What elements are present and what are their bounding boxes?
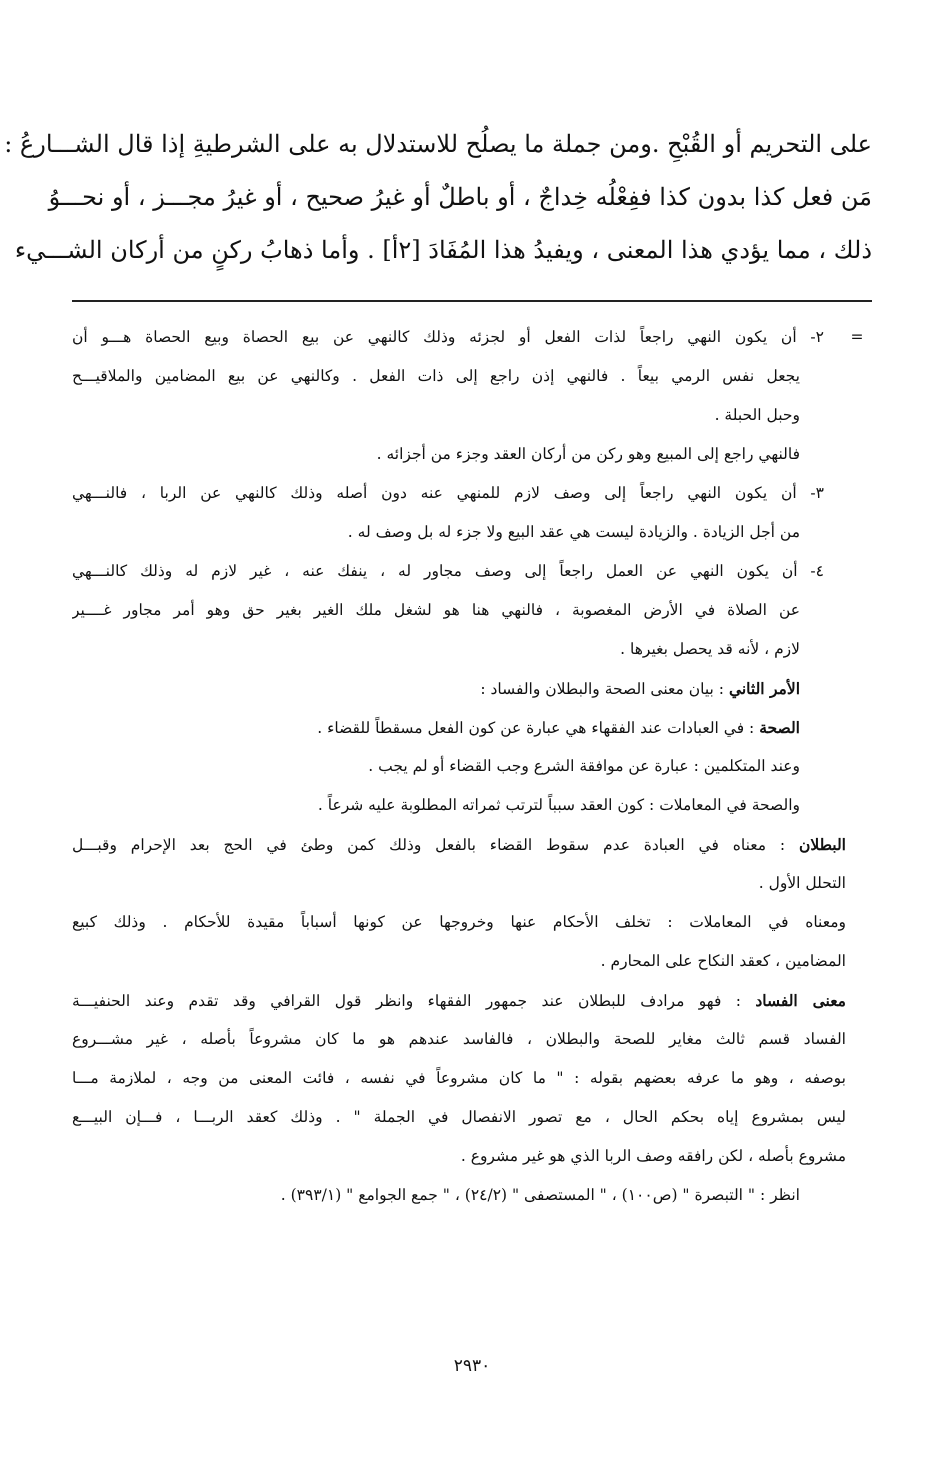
main-text-line-3: ذلك ، مما يؤدي هذا المعنى ، ويفيدُ هذا المُفَادَ [٢أ] . وأما ذهابُ ركنٍ من أركان الشـــيء [14, 236, 872, 264]
second-matter-label: الأمر الثاني [728, 679, 800, 698]
references-line: انظر : " التبصرة " (ص١٠٠) ، " المستصفى " (٢٤/٢) ، " جمع الجوامع " (٣٩٣/١) . [280, 1186, 800, 1204]
fasad-text: : فهو مرادف للبطلان عند جمهور الفقهاء وانظر قول القرافي وقد تقدم وعند الحنفيـــة [72, 992, 741, 1010]
sihha-line [72, 708, 872, 747]
second-matter-line [72, 669, 872, 708]
footnote-separator-line [72, 300, 872, 302]
footnote-line: عن الصلاة في الأرض المغصوبة ، فالنهي هنا هو لشغل ملك الغير بغير حق وهو أمر مجاور غــــير [72, 601, 800, 619]
butlan-muamalat-line: ومعناه في المعاملات : تخلف الأحكام عنها وخروجها عن كونها أسباباً مقيدة للأحكام . وذلك كبيع [72, 913, 846, 931]
footnote-line: ٤- أن يكون النهي عن العمل راجعاً إلى وصف مجاور له ، ينفك عنه ، غير لازم له وذلك كالنـــهي [72, 562, 824, 580]
fasad-label: معنى الفساد [755, 991, 846, 1010]
main-text-line-2: مَن فعل كذا بدون كذا ففِعْلُه خِداجٌ ، أو باطلٌ أو غيرُ صحيح ، أو غيرُ مجـــز ، أو نحـــوُ [48, 183, 872, 211]
fasad-line [72, 981, 872, 1020]
butlan-label: البطلان [798, 835, 846, 854]
fasad-line: الفساد قسم ثالث مغاير للصحة والبطلان ، فالفاسد عندهم هو ما كان مشروعاً بأصله ، غير مشـــروع [72, 1030, 846, 1048]
footnotes-block [72, 318, 872, 1215]
sihha-label: الصحة [759, 718, 800, 737]
fasad-line: ليس بمشروع إياه بحكم الحال ، مع تصور الانفصال في الجملة " . وذلك كعقد الربـــا ، فـــإن البيـــع [72, 1108, 846, 1126]
fasad-line: بوصفه ، وهو ما عرفه بعضهم بقوله : " ما كان مشروعاً في نفسه ، فائت المعنى من وجه ، لملازمة مـــا [72, 1069, 846, 1087]
butlan-text: : معناه في العبادة عدم سقوط القضاء بالفعل وذلك كمن وطئ في الحج بعد الإحرام وقبـــل [72, 836, 786, 854]
page-number: ٢٩٣٠ [453, 1356, 491, 1376]
sihha-text: : في العبادات عند الفقهاء هي عبارة عن كون الفعل مسقطاً للقضاء . [317, 719, 755, 737]
footnote-line: من أجل الزيادة . والزيادة ليست هي عقد البيع ولا جزء له بل وصف له . [347, 523, 800, 541]
footnote-line: ٣- أن يكون النهي راجعاً إلى وصف لازم للمنهي عنه دون أصله وذلك كالنهي عن الربا ، فالنـــهي [72, 484, 824, 502]
footnote-line: يجعل نفس الرمي بيعاً . فالنهي إذن راجع إلى ذات الفعل . وكالنهي عن بيع المضامين والملاقيـــح [72, 367, 800, 385]
continuation-marker: = [850, 328, 864, 346]
mutakallimin-line: وعند المتكلمين : عبارة عن موافقة الشرع وجب القضاء أو لم يجب . [368, 757, 800, 775]
footnote-line: ٢- أن يكون النهي راجعاً لذات الفعل أو لجزئه وذلك كالنهي عن بيع الحصاة وبيع الحصاة هـــو أن [72, 328, 824, 346]
fasad-line: مشروع بأصله ، لكن رافقه وصف الربا الذي هو غير مشروع . [460, 1147, 846, 1165]
muamalat-line: والصحة في المعاملات : كون العقد سبباً لترتب ثمراته المطلوبة عليه شرعاً . [317, 796, 800, 814]
butlan-line [72, 825, 872, 864]
butlan-muamalat-continuation: المضامين ، كعقد النكاح على المحارم . [600, 952, 846, 970]
footnote-line: فالنهي راجع إلى المبيع وهو ركن من أركان العقد وجزء من أجزائه . [376, 445, 800, 463]
footnote-line: لازم ، لأنه قد يحصل بغيرها . [620, 640, 800, 658]
second-matter-text: : بيان معنى الصحة والبطلان والفساد : [480, 680, 724, 698]
butlan-continuation: التحلل الأول . [758, 874, 846, 892]
footnote-line: وحبل الحبلة . [714, 406, 800, 424]
main-text-block [4, 118, 872, 277]
main-text-line-1: على التحريم أو القُبْحِ .ومن جملة ما يصلُح للاستدلال به على الشرطيةِ إذا قال الشـــارعُ : [4, 130, 872, 158]
